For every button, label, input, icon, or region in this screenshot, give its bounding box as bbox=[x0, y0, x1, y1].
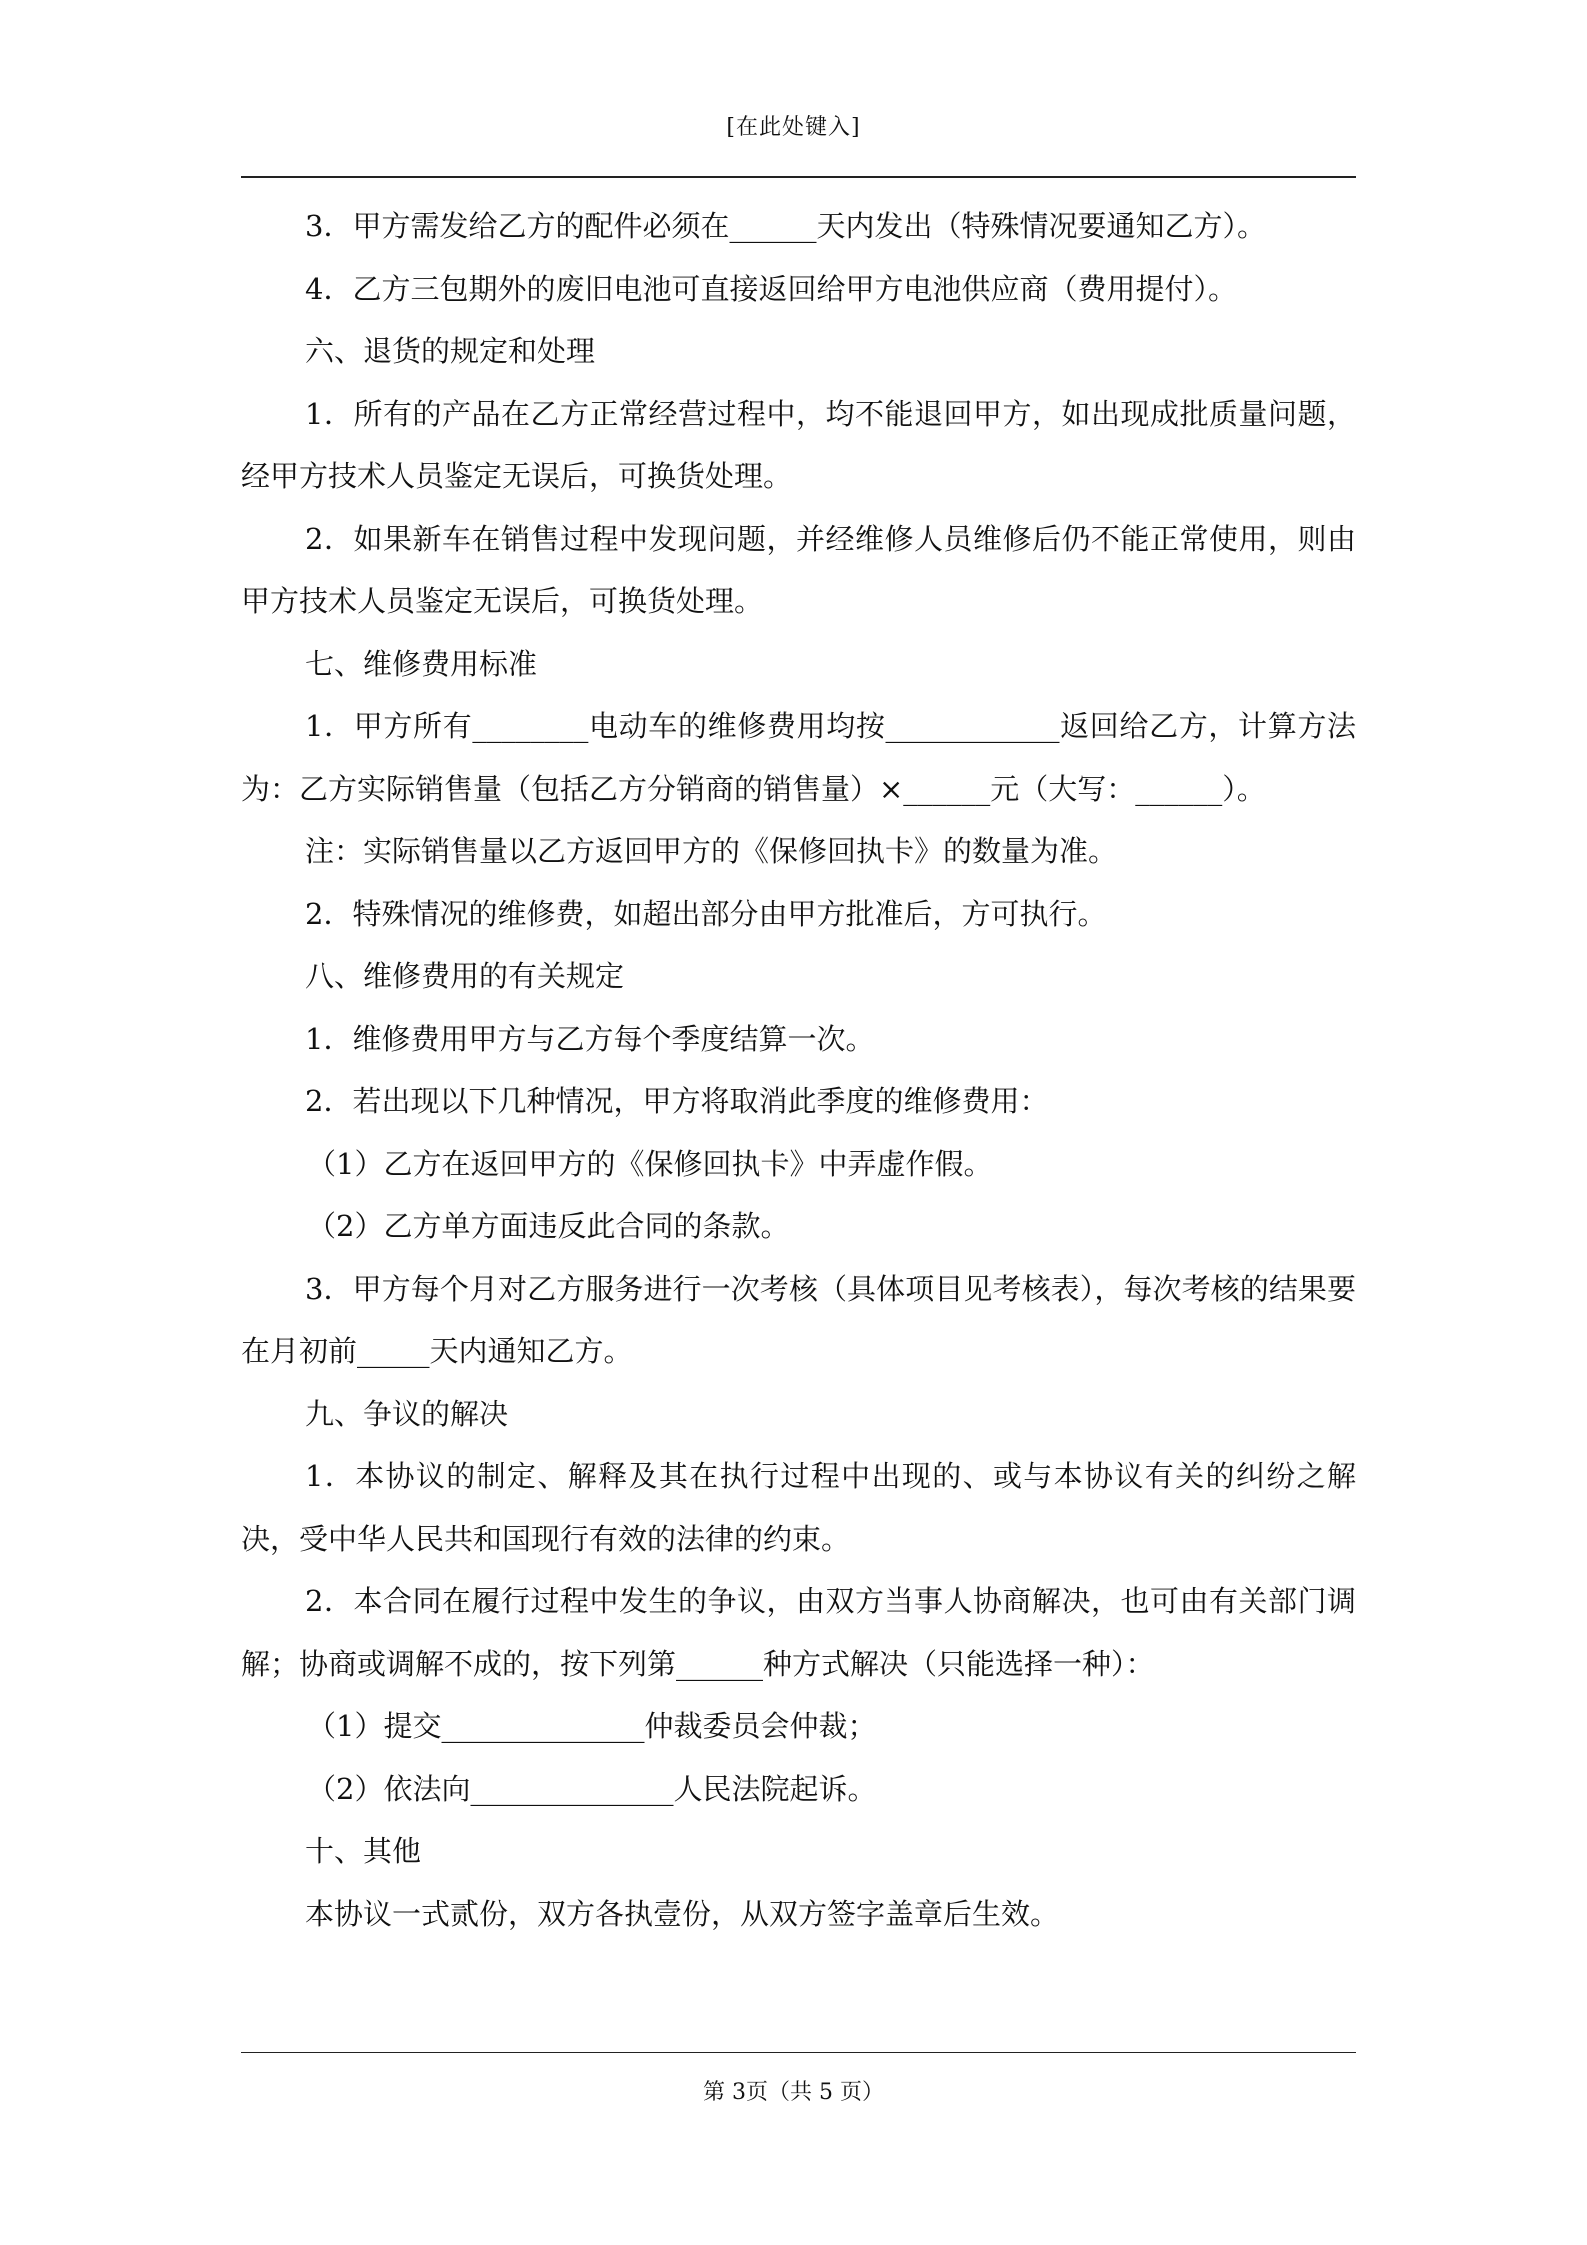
paragraph: 3．甲方每个月对乙方服务进行一次考核（具体项目见考核表），每次考核的结果要在月初前_____天内通知乙方。 bbox=[241, 1271, 1356, 1368]
section-heading: 六、退货的规定和处理 bbox=[305, 334, 596, 368]
sub-item: （1）乙方在返回甲方的《保修回执卡》中弄虚作假。 bbox=[307, 1146, 993, 1181]
section-heading: 九、争议的解决 bbox=[305, 1396, 509, 1431]
paragraph: 2．特殊情况的维修费，如超出部分由甲方批准后，方可执行。 bbox=[305, 896, 1107, 931]
paragraph: 1．维修费用甲方与乙方每个季度结算一次。 bbox=[305, 1021, 875, 1056]
sub-item: （2）依法向______________人民法院起诉。 bbox=[307, 1771, 877, 1806]
paragraph: 3．甲方需发给乙方的配件必须在______天内发出（特殊情况要通知乙方）。 bbox=[305, 209, 1266, 243]
paragraph: 4．乙方三包期外的废旧电池可直接返回给甲方电池供应商（费用提付）。 bbox=[305, 271, 1237, 306]
paragraph: 2．如果新车在销售过程中发现问题，并经维修人员维修后仍不能正常使用，则由甲方技术人员鉴定无误后，可换货处理。 bbox=[241, 521, 1356, 618]
sub-item: （1）提交______________仲裁委员会仲裁； bbox=[307, 1709, 877, 1743]
paragraph: 1．本协议的制定、解释及其在执行过程中出现的、或与本协议有关的纠纷之解决，受中华人民共和国现行有效的法律的约束。 bbox=[241, 1459, 1356, 1556]
section-heading: 八、维修费用的有关规定 bbox=[305, 959, 625, 993]
page-header: [在此处键入] bbox=[726, 115, 861, 140]
paragraph: 1．甲方所有________电动车的维修费用均按____________返回给乙方，计算方法为：乙方实际销售量（包括乙方分销商的销售量）×______元（大写：______）。 bbox=[241, 709, 1356, 806]
note: 注：实际销售量以乙方返回甲方的《保修回执卡》的数量为准。 bbox=[305, 834, 1118, 868]
document-body bbox=[241, 195, 1356, 1945]
paragraph: 1．所有的产品在乙方正常经营过程中，均不能退回甲方，如出现成批质量问题，经甲方技术人员鉴定无误后，可换货处理。 bbox=[241, 396, 1356, 493]
page-number: 第 3页（共 5 页） bbox=[703, 2080, 884, 2105]
section-heading: 十、其他 bbox=[305, 1834, 422, 1868]
sub-item: （2）乙方单方面违反此合同的条款。 bbox=[307, 1209, 790, 1243]
footer-divider bbox=[241, 2052, 1356, 2053]
paragraph: 2．本合同在履行过程中发生的争议，由双方当事人协商解决，也可由有关部门调解；协商或调解不成的，按下列第______种方式解决（只能选择一种）： bbox=[241, 1584, 1356, 1681]
header-divider bbox=[241, 176, 1356, 178]
section-heading: 七、维修费用标准 bbox=[305, 646, 538, 681]
paragraph: 2．若出现以下几种情况，甲方将取消此季度的维修费用： bbox=[305, 1084, 1049, 1118]
paragraph: 本协议一式贰份，双方各执壹份，从双方签字盖章后生效。 bbox=[305, 1896, 1060, 1931]
